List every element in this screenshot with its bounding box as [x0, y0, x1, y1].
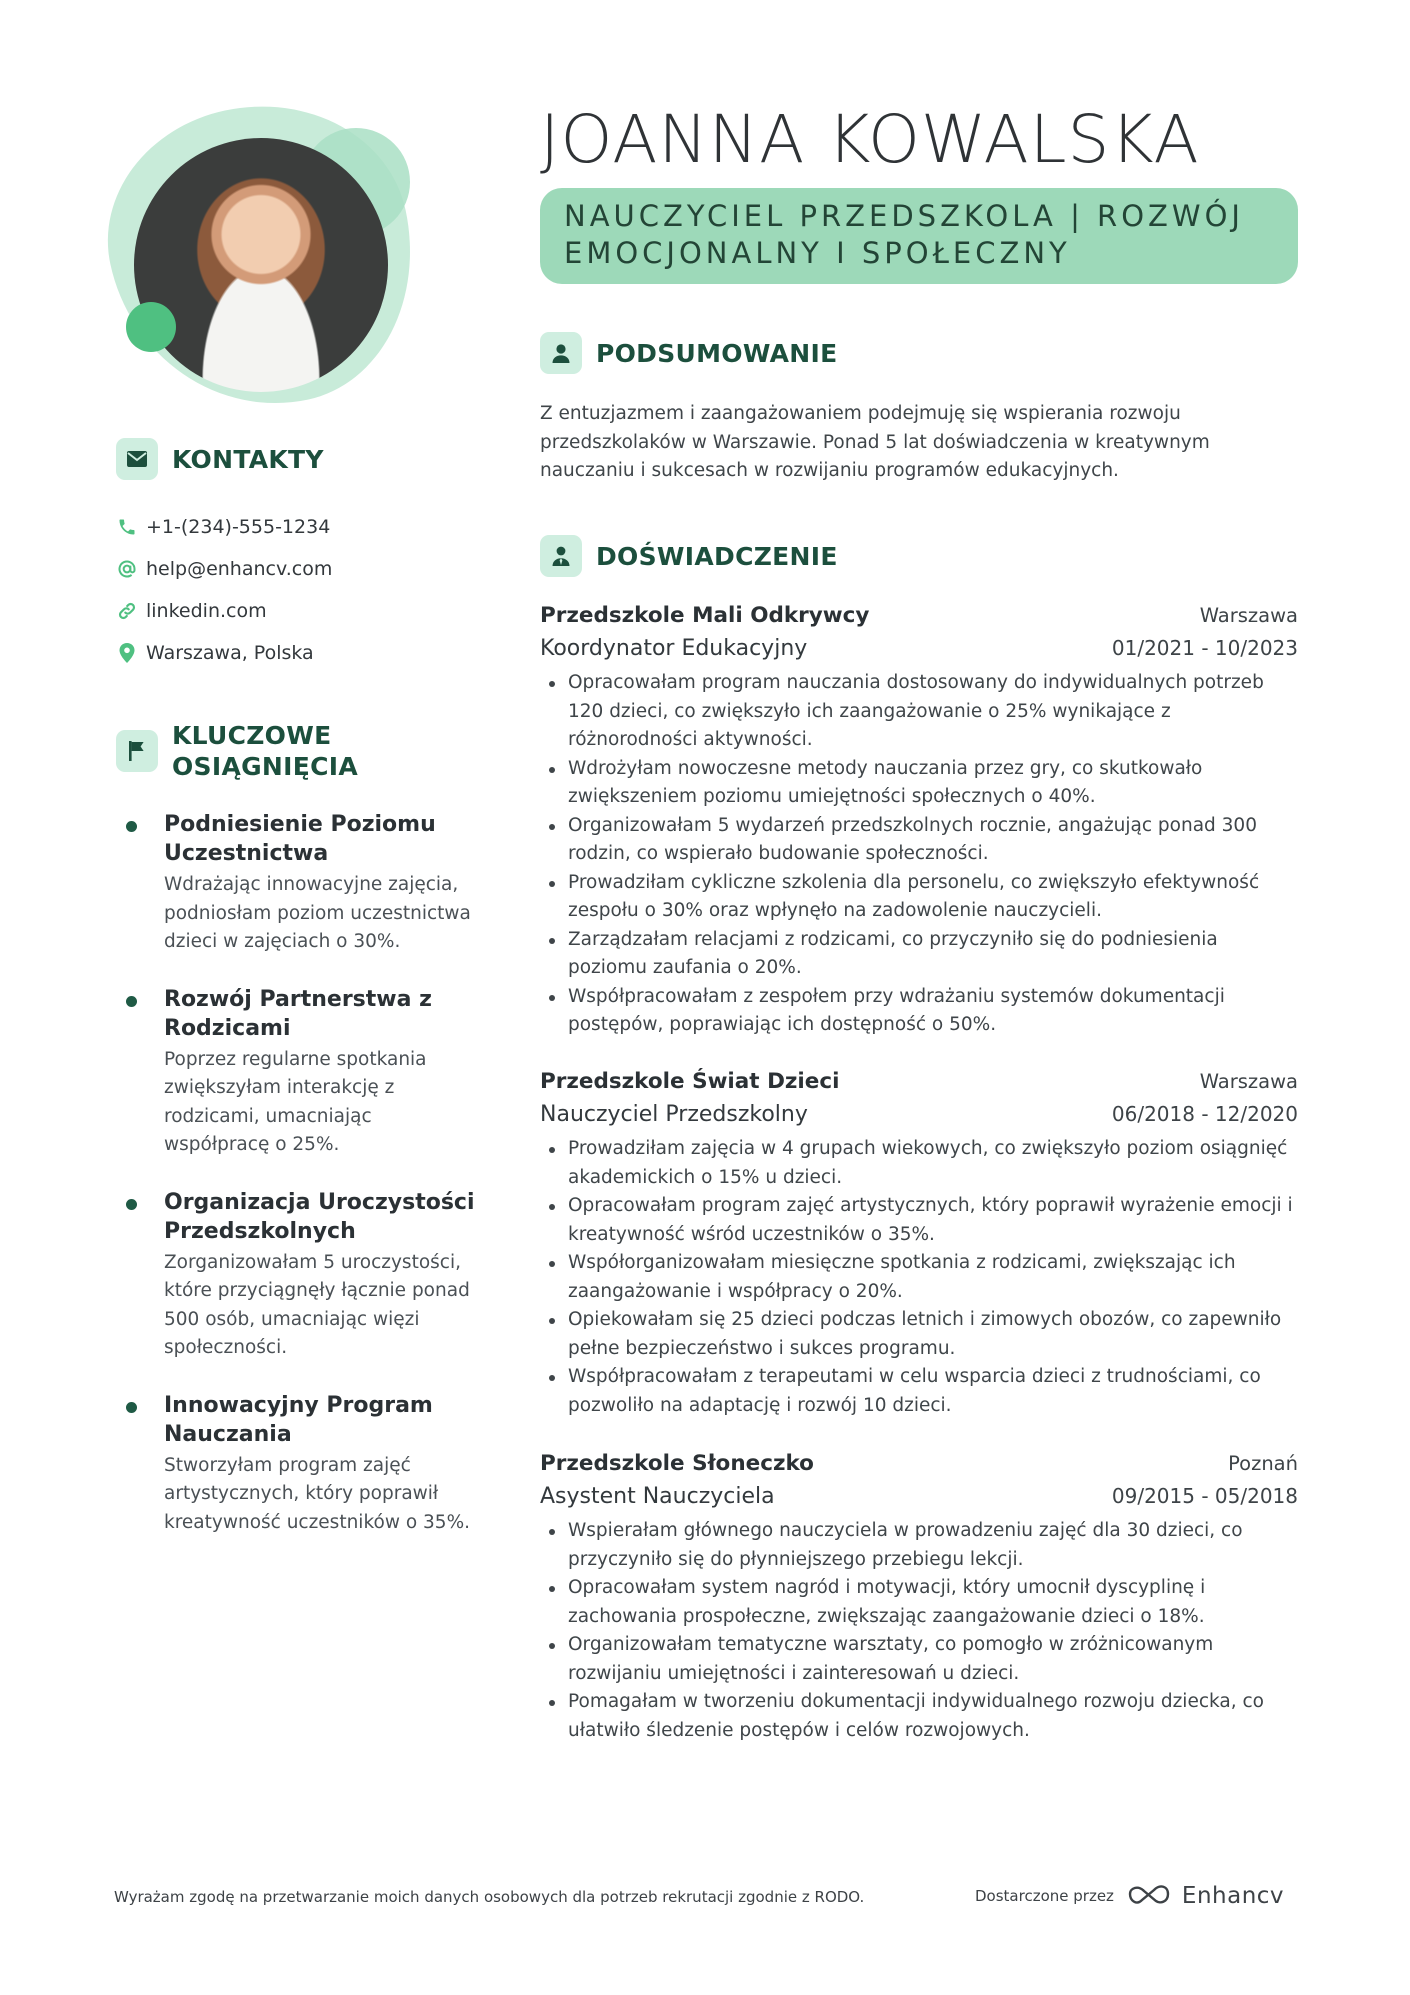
list-item: Prowadziłam cykliczne szkolenia dla personelu, co zwiększyło efektywność zespołu o 30% oraz wpłynęło na zadowolenie nauczycieli. — [540, 869, 1298, 926]
job-dates: 09/2015 - 05/2018 — [1111, 1484, 1298, 1508]
contact-email-text: help@enhancv.com — [146, 558, 333, 580]
list-item — [120, 1391, 480, 1538]
summary-text: Z entuzjazmem i zaangażowaniem podejmuję się wspierania rozwoju przedszkolaków w Warszawie. Ponad 5 lat doświadczenia w kreatywnym nauczaniu i sukcesach w rozwijaniu programów edukacyjnych. — [540, 403, 1210, 481]
contact-linkedin-text: linkedin.com — [146, 600, 267, 622]
achievements-list — [120, 810, 480, 1565]
list-item — [120, 1188, 480, 1363]
achievement-title: Podniesienie Poziomu Uczestnictwa — [164, 812, 436, 866]
list-item: Opracowałam system nagród i motywacji, który umocnił dyscyplinę i zachowania prospołeczne, zwiększając zaangażowanie dzieci o 18%. — [540, 1574, 1298, 1631]
list-item — [120, 985, 480, 1160]
job-role: Asystent Nauczyciela — [540, 1484, 775, 1509]
list-item: Zarządzałam relacjami z rodzicami, co przyczyniło się do podniesienia poziomu zaufania o 20%. — [540, 926, 1298, 983]
achievements-title: KLUCZOWE OSIĄGNIĘCIA — [172, 721, 359, 781]
envelope-icon — [116, 438, 158, 480]
contact-location-text: Warszawa, Polska — [146, 642, 314, 664]
contact-list — [116, 506, 332, 674]
list-item: Organizowałam 5 wydarzeń przedszkolnych rocznie, angażując ponad 300 rodzin, co wspierało budowanie społeczności. — [540, 812, 1298, 869]
summary-title: PODSUMOWANIE — [596, 338, 838, 368]
experience-heading — [540, 535, 838, 577]
job-dates: 06/2018 - 12/2020 — [1111, 1102, 1298, 1126]
provided-by-label: Dostarczone przez — [975, 1887, 1114, 1905]
bullet-dot — [126, 1199, 137, 1210]
at-icon — [116, 558, 138, 580]
job-title: NAUCZYCIEL PRZEDSZKOLA | ROZWÓJ EMOCJONALNY I SPOŁECZNY — [564, 199, 1244, 270]
job-title-banner — [540, 188, 1298, 284]
achievement-title: Organizacja Uroczystości Przedszkolnych — [164, 1189, 475, 1244]
candidate-name: JOANNA KOWALSKA — [540, 101, 1200, 178]
list-item: Prowadziłam zajęcia w 4 grupach wiekowych, co zwiększyło poziom osiągnięć akademickich o 15% u dzieci. — [540, 1135, 1298, 1192]
list-item: Pomagałam w tworzeniu dokumentacji indywidualnego rozwoju dziecka, co ułatwiło śledzenie postępów i celów rozwojowych. — [540, 1688, 1298, 1745]
contact-phone[interactable] — [116, 506, 332, 548]
company-name: Przedszkole Mali Odkrywcy — [540, 603, 870, 628]
job-role: Koordynator Edukacyjny — [540, 636, 808, 661]
achievement-description: Wdrażając innowacyjne zajęcia, podniosłam poziom uczestnictwa dzieci w zajęciach o 30%. — [164, 874, 471, 952]
achievement-title: Innowacyjny Program Nauczania — [164, 1392, 433, 1447]
profile-photo-area — [112, 100, 432, 410]
list-item: Organizowałam tematyczne warsztaty, co pomogło w zróżnicowanym rozwijaniu umiejętności i zainteresowań u dzieci. — [540, 1631, 1298, 1688]
experience-entry — [540, 1066, 1298, 1420]
flag-icon — [116, 730, 158, 772]
achievement-title: Rozwój Partnerstwa z Rodzicami — [164, 986, 432, 1041]
contact-email[interactable] — [116, 548, 332, 590]
list-item — [120, 810, 480, 957]
footer-brand[interactable] — [975, 1880, 1284, 1912]
company-name: Przedszkole Świat Dzieci — [540, 1069, 840, 1094]
achievement-description: Poprzez regularne spotkania zwiększyłam interakcję z rodzicami, umacniając współpracę o 25%. — [164, 1048, 427, 1155]
bullet-dot — [126, 821, 137, 832]
list-item: Opracowałam program nauczania dostosowany do indywidualnych potrzeb 120 dzieci, co zwiększyło ich zaangażowanie o 25% wynikające z różnorodności aktywności. — [540, 669, 1298, 755]
decorative-dot — [126, 302, 176, 352]
job-bullets — [540, 1517, 1298, 1745]
achievement-description: Stworzyłam program zajęć artystycznych, który poprawił kreatywność uczestników o 35%. — [164, 1454, 471, 1533]
achievements-heading — [116, 720, 392, 782]
list-item: Współpracowałam z terapeutami w celu wsparcia dzieci z trudnościami, co pozwoliło na adaptację i rozwój 10 dzieci. — [540, 1363, 1298, 1420]
user-icon — [540, 332, 582, 374]
phone-icon — [116, 516, 138, 538]
job-role: Nauczyciel Przedszkolny — [540, 1102, 808, 1127]
job-location: Warszawa — [1199, 604, 1298, 627]
list-item: Współpracowałam z zespołem przy wdrażaniu systemów dokumentacji postępów, poprawiając ich dostępność o 50%. — [540, 983, 1298, 1040]
consent-note: Wyrażam zgodę na przetwarzanie moich danych osobowych dla potrzeb rekrutacji zgodnie z RODO. — [114, 1888, 865, 1906]
briefcase-user-icon — [540, 535, 582, 577]
experience-entry — [540, 600, 1298, 1040]
job-location: Warszawa — [1199, 1070, 1298, 1093]
list-item: Opracowałam program zajęć artystycznych, który poprawił wyrażenie emocji i kreatywność wśród uczestników o 35%. — [540, 1192, 1298, 1249]
list-item: Wspierałam głównego nauczyciela w prowadzeniu zajęć dla 30 dzieci, co przyczyniło się do płynniejszego przebiegu lekcji. — [540, 1517, 1298, 1574]
contacts-heading — [116, 438, 324, 480]
summary-heading — [540, 332, 837, 374]
job-dates: 01/2021 - 10/2023 — [1111, 636, 1298, 660]
link-icon — [116, 600, 138, 622]
job-bullets — [540, 669, 1298, 1040]
list-item: Wdrożyłam nowoczesne metody nauczania przez gry, co skutkowało zwiększeniem poziomu umiejętności społecznych o 40%. — [540, 755, 1298, 812]
list-item: Opiekowałam się 25 dzieci podczas letnich i zimowych obozów, co zapewniło pełne bezpieczeństwo i sukces programu. — [540, 1306, 1298, 1363]
contacts-title: KONTAKTY — [172, 444, 324, 474]
contact-linkedin[interactable] — [116, 590, 332, 632]
list-item: Współorganizowałam miesięczne spotkania z rodzicami, zwiększając ich zaangażowanie i współpracy o 20%. — [540, 1249, 1298, 1306]
avatar — [134, 138, 388, 392]
location-pin-icon — [116, 642, 138, 664]
experience-title: DOŚWIADCZENIE — [596, 541, 838, 571]
bullet-dot — [126, 1402, 137, 1413]
contact-phone-text: +1-(234)-555-1234 — [146, 516, 331, 538]
brand-name: Enhancv — [1181, 1883, 1285, 1909]
bullet-dot — [126, 996, 137, 1007]
achievement-description: Zorganizowałam 5 uroczystości, które przyciągnęły łącznie ponad 500 osób, umacniając więzi społeczności. — [164, 1251, 470, 1358]
contact-location — [116, 632, 332, 674]
company-name: Przedszkole Słoneczko — [540, 1451, 814, 1476]
job-location: Poznań — [1228, 1452, 1298, 1475]
experience-entry — [540, 1448, 1298, 1745]
job-bullets — [540, 1135, 1298, 1420]
enhancv-logo-icon — [1126, 1880, 1174, 1912]
